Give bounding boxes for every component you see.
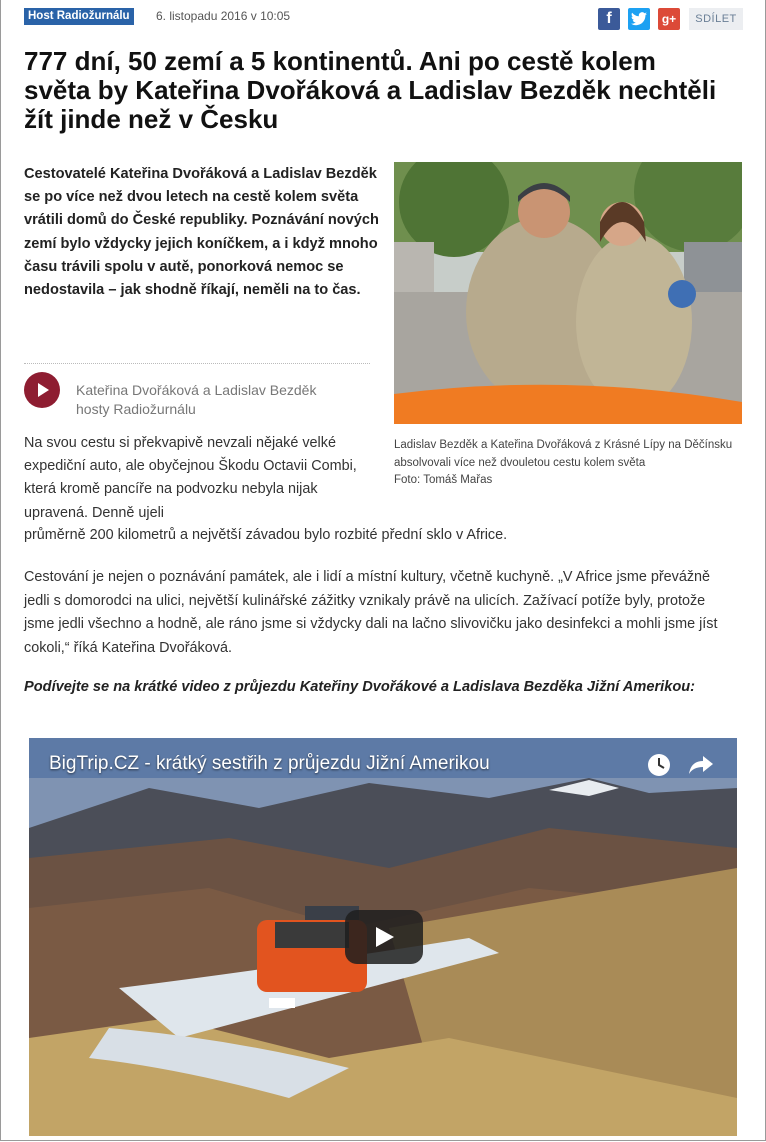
video-player[interactable] <box>29 738 737 1136</box>
paragraph: průměrně 200 kilometrů a největší závadou bylo rozbité přední sklo v Africe. <box>24 527 508 543</box>
publish-date: 6. listopadu 2016 v 10:05 <box>156 9 291 23</box>
share-button[interactable]: SDÍLET <box>689 8 743 30</box>
article-meta-bar <box>0 0 766 36</box>
play-icon[interactable] <box>345 910 423 964</box>
audio-play-button[interactable] <box>24 372 60 408</box>
article-headline: 777 dní, 50 zemí a 5 kontinentů. Ani po cestě kolem světa by Kateřina Dvořáková a Ladislav Bezděk nechtěli žít jinde než v Česku <box>24 46 717 134</box>
article-perex: Cestovatelé Kateřina Dvořáková a Ladislav Bezděk se po více než dvou letech na cestě kolem světa vrátili domů do České republiky. Poznávání nových zemí bylo vždycky jejich koníčkem, a i když mnoho času trávili spolu v autě, ponorková nemoc se nedostavila – jak shodně říkají, neměli na to čas. <box>24 166 379 299</box>
google-plus-icon[interactable]: g+ <box>658 8 680 30</box>
photo-illustration <box>394 162 742 424</box>
divider <box>24 363 370 364</box>
paragraph: Cestování je nejen o poznávání památek, ale i lidí a místní kultury, včetně kuchyně. „V Africe jsme převážně jedli s domorodci na ulici, největší kulinářské zážitky vznikaly právě na ulicích. Zažívací potíže byly, protože jsme jedli všechno a hodně, ale ráno jsme si vždycky dali na lačno slivovičku jako desinfekci a mohli jsme jíst cokoli,“ říká Kateřina Dvořáková. <box>24 569 718 656</box>
article-photo[interactable] <box>394 162 742 424</box>
category-badge[interactable]: Host Radiožurnálu <box>24 8 134 25</box>
paragraph: Na svou cestu si překvapivě nevzali nějaké velké expediční auto, ale obyčejnou Škodu Octavii Combi, která kromě pancíře na podvozku nebyla nijak upravená. Denně ujeli <box>24 435 357 521</box>
twitter-bird-icon <box>631 12 647 26</box>
clock-icon[interactable] <box>647 753 671 777</box>
photo-caption: Ladislav Bezděk a Kateřina Dvořáková z Krásné Lípy na Děčínsku absolvovali více než dvouletou cestu kolem světa <box>394 439 733 469</box>
photo-credit: Foto: Tomáš Mařas <box>394 474 493 486</box>
audio-label-line1: Kateřina Dvořáková a Ladislav Bezděk <box>76 382 317 398</box>
facebook-icon[interactable]: f <box>598 8 620 30</box>
video-intro: Podívejte se na krátké video z průjezdu Kateřiny Dvořákové a Ladislava Bezděka Jižní Amerikou: <box>24 679 696 695</box>
video-title[interactable]: BigTrip.CZ - krátký sestřih z průjezdu Jižní Amerikou <box>49 753 490 774</box>
twitter-icon[interactable] <box>628 8 650 30</box>
audio-link[interactable] <box>76 381 376 419</box>
share-arrow-icon[interactable] <box>688 753 714 777</box>
audio-label-line2: hosty Radiožurnálu <box>76 401 196 417</box>
